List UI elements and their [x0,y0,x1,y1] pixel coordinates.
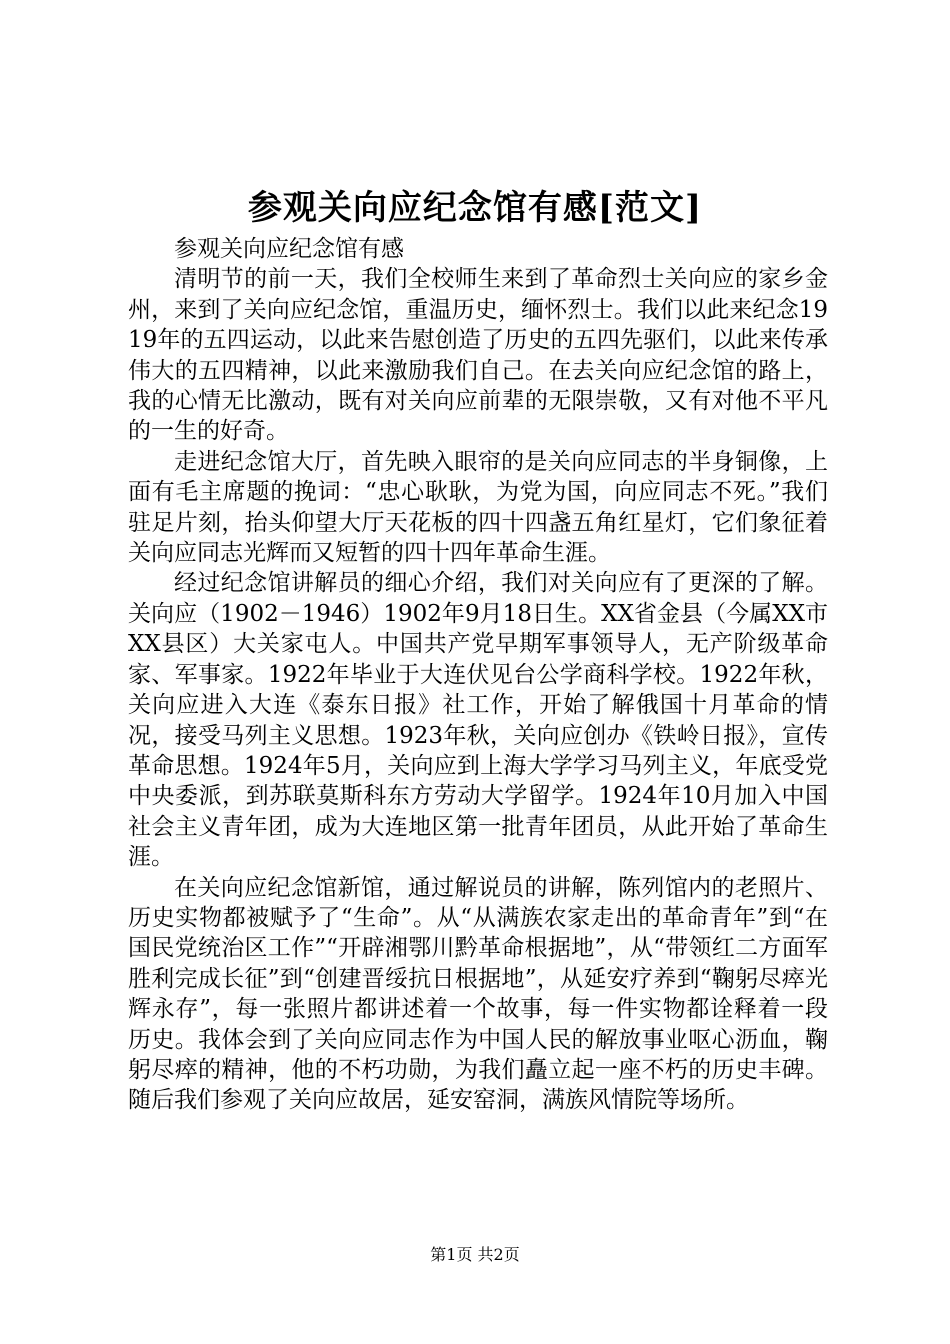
document-body [128,234,828,1116]
page-number-footer: 第1页 共2页 [430,1245,520,1264]
paragraph: 在关向应纪念馆新馆，通过解说员的讲解，陈列馆内的老照片、历史实物都被赋予了“生命”。从“从满族农家走出的革命青年”到“在国民党统治区工作”“开辟湘鄂川黔革命根据地”，从“带领红二方面军胜利完成长征”到“创建晋绥抗日根据地”，从延安疗养到“鞠躬尽瘁光辉永存”，每一张照片都讲述着一个故事，每一件实物都诠释着一段历史。我体会到了关向应同志作为中国人民的解放事业呕心沥血，鞠躬尽瘁的精神，他的不朽功勋，为我们矗立起一座不朽的历史丰碑。随后我们参观了关向应故居，延安窑洞，满族风情院等场所。 [128,874,828,1114]
paragraph: 经过纪念馆讲解员的细心介绍，我们对关向应有了更深的了解。关向应（1902－1946）1902年9月18日生。XX省金县（今属XX市XX县区）大关家屯人。中国共产党早期军事领导人，无产阶级革命家、军事家。1922年毕业于大连伏见台公学商科学校。1922年秋，关向应进入大连《泰东日报》社工作，开始了解俄国十月革命的情况，接受马列主义思想。1923年秋，关向应创办《铁岭日报》，宣传革命思想。1924年5月，关向应到上海大学学习马列主义，年底受党中央委派，到苏联莫斯科东方劳动大学留学。1924年10月加入中国社会主义青年团，成为大连地区第一批青年团员，从此开始了革命生涯。 [128,570,828,871]
document-title: 参观关向应纪念馆有感[范文] [247,188,703,228]
paragraph: 走进纪念馆大厅，首先映入眼帘的是关向应同志的半身铜像，上面有毛主席题的挽词：“忠心耿耿，为党为国，向应同志不死。”我们驻足片刻，抬头仰望大厅天花板的四十四盏五角红星灯，它们象征着关向应同志光辉而又短暂的四十四年革命生涯。 [128,448,828,567]
paragraph: 清明节的前一天，我们全校师生来到了革命烈士关向应的家乡金州，来到了关向应纪念馆，重温历史，缅怀烈士。我们以此来纪念1919年的五四运动，以此来告慰创造了历史的五四先驱们，以此来传承伟大的五四精神，以此来激励我们自己。在去关向应纪念馆的路上，我的心情无比激动，既有对关向应前辈的无限崇敬，又有对他不平凡的一生的好奇。 [128,266,828,445]
paragraph-subtitle: 参观关向应纪念馆有感 [174,236,404,262]
